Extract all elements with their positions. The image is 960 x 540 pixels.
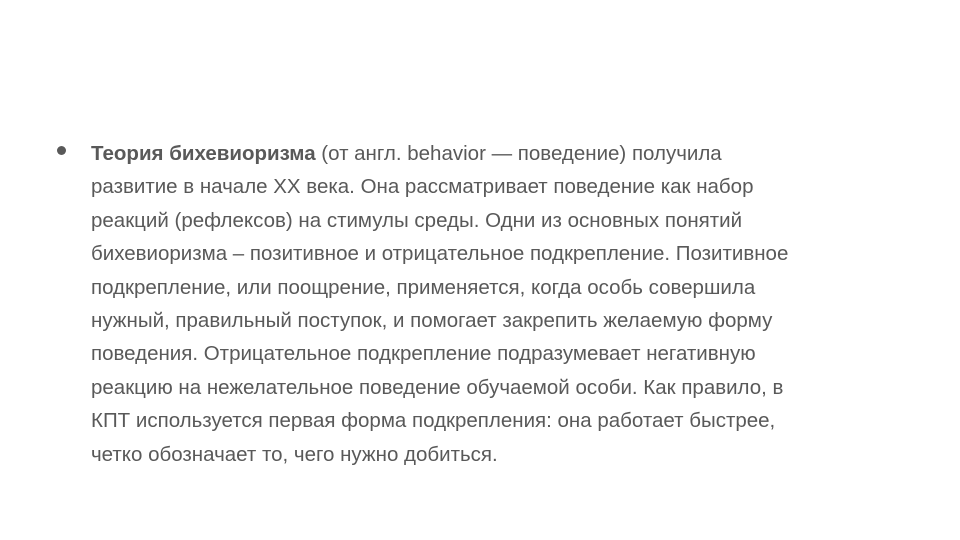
bullet-paragraph <box>91 137 891 471</box>
paragraph-line-1 <box>91 137 891 170</box>
bold-term: Теория бихевиоризма <box>91 142 316 165</box>
paragraph-line-3: реакций (рефлексов) на стимулы среды. Одни из основных понятий <box>91 208 743 232</box>
paragraph-line-7: поведения. Отрицательное подкрепление подразумевает негативную <box>91 342 756 366</box>
paragraph-line-5: подкрепление, или поощрение, применяется, когда особь совершила <box>91 275 756 299</box>
first-line-text: (от англ. behavior — поведение) получила <box>315 142 722 165</box>
paragraph-line-8: реакцию на нежелательное поведение обучаемой особи. Как правило, в <box>91 375 784 399</box>
bullet-point-icon <box>57 146 66 155</box>
paragraph-line-9: КПТ используется первая форма подкрепления: она работает быстрее, <box>91 409 776 433</box>
paragraph-line-10: четко обозначает то, чего нужно добиться. <box>91 442 498 466</box>
paragraph-line-2: развитие в начале ХХ века. Она рассматривает поведение как набор <box>91 175 754 199</box>
paragraph-line-6: нужный, правильный поступок, и помогает закрепить желаемую форму <box>91 309 773 333</box>
paragraph-line-4: бихевиоризма – позитивное и отрицательное подкрепление. Позитивное <box>91 242 789 266</box>
